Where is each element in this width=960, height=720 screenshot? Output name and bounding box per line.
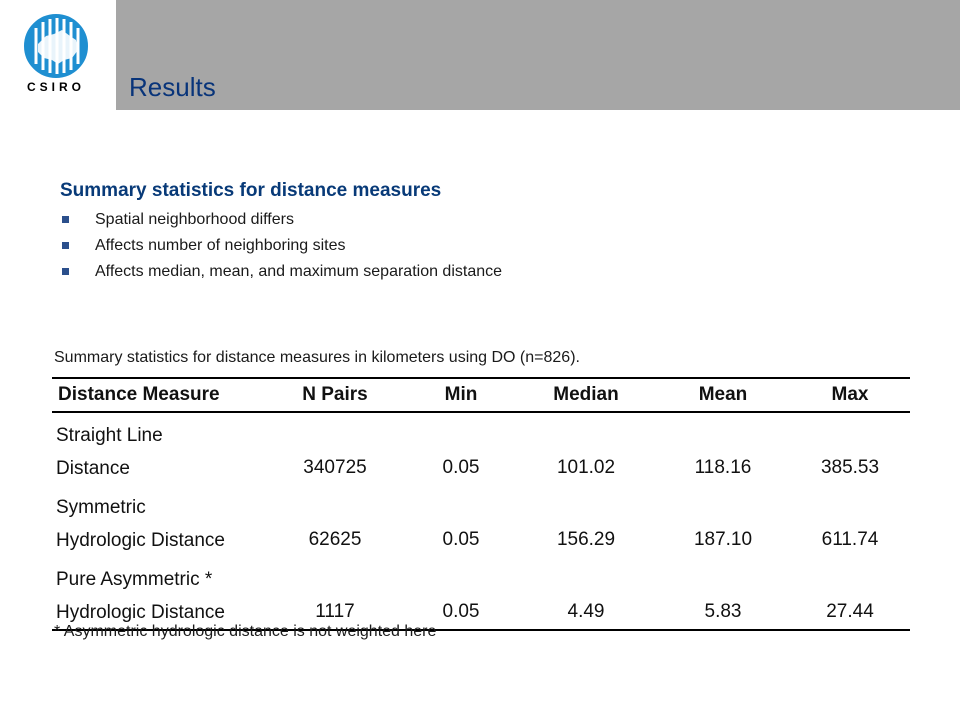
column-header: Distance Measure	[52, 378, 264, 412]
measure-line: Hydrologic Distance	[56, 530, 225, 551]
min-cell: 0.05	[442, 529, 480, 550]
n-pairs-cell: 1117	[264, 557, 406, 630]
n-pairs-cell: 340725	[303, 457, 367, 478]
measure-cell	[52, 412, 264, 485]
n-pairs-cell: 62625	[308, 529, 362, 550]
column-header: Median	[516, 378, 656, 412]
measure-line: Distance	[56, 458, 130, 479]
mean-cell: 187.10	[693, 529, 753, 550]
median-cell: 101.02	[556, 457, 616, 478]
max-cell: 611.74	[821, 529, 879, 550]
measure-line: Straight Line	[56, 425, 163, 446]
measure-cell	[52, 557, 264, 630]
bullet-item	[60, 233, 502, 259]
table-row	[52, 557, 910, 630]
logo-wordmark: CSIRO	[26, 80, 85, 94]
table-caption: Summary statistics for distance measures in kilometers using DO (n=826).	[54, 349, 580, 366]
square-bullet-icon	[62, 268, 69, 275]
column-header: Mean	[656, 378, 790, 412]
median-cell: 156.29	[556, 529, 616, 550]
square-bullet-icon	[62, 216, 69, 223]
median-cell: 4.49	[516, 557, 656, 630]
min-cell: 0.05	[406, 557, 516, 630]
bullet-text: Affects number of neighboring sites	[95, 237, 346, 254]
table-header-row	[52, 378, 910, 412]
csiro-logo	[0, 0, 116, 110]
square-bullet-icon	[62, 242, 69, 249]
table-row	[52, 412, 910, 485]
column-header: Min	[406, 378, 516, 412]
table-row	[52, 485, 910, 557]
page-title: Results	[129, 72, 216, 102]
min-cell: 0.05	[442, 457, 480, 478]
distance-statistics-table	[52, 377, 910, 631]
max-cell: 27.44	[790, 557, 910, 630]
bullet-text: Affects median, mean, and maximum separation distance	[95, 263, 503, 280]
measure-line: Pure Asymmetric *	[56, 569, 213, 590]
column-header: N Pairs	[264, 378, 406, 412]
section-heading: Summary statistics for distance measures	[60, 180, 442, 201]
bullet-text: Spatial neighborhood differs	[95, 211, 294, 228]
bullet-item	[60, 207, 502, 233]
mean-cell: 5.83	[656, 557, 790, 630]
csiro-emblem-icon	[24, 14, 88, 78]
mean-cell: 118.16	[694, 457, 752, 478]
bullet-item	[60, 259, 502, 285]
bullet-list	[60, 207, 502, 285]
measure-line: Symmetric	[56, 497, 146, 518]
header-bar	[116, 0, 960, 110]
max-cell: 385.53	[820, 457, 880, 478]
column-header: Max	[790, 378, 910, 412]
table-footnote: * Asymmetric hydrologic distance is not weighted here	[54, 623, 437, 640]
measure-cell	[52, 485, 264, 557]
measure-line: Hydrologic Distance	[56, 602, 225, 623]
